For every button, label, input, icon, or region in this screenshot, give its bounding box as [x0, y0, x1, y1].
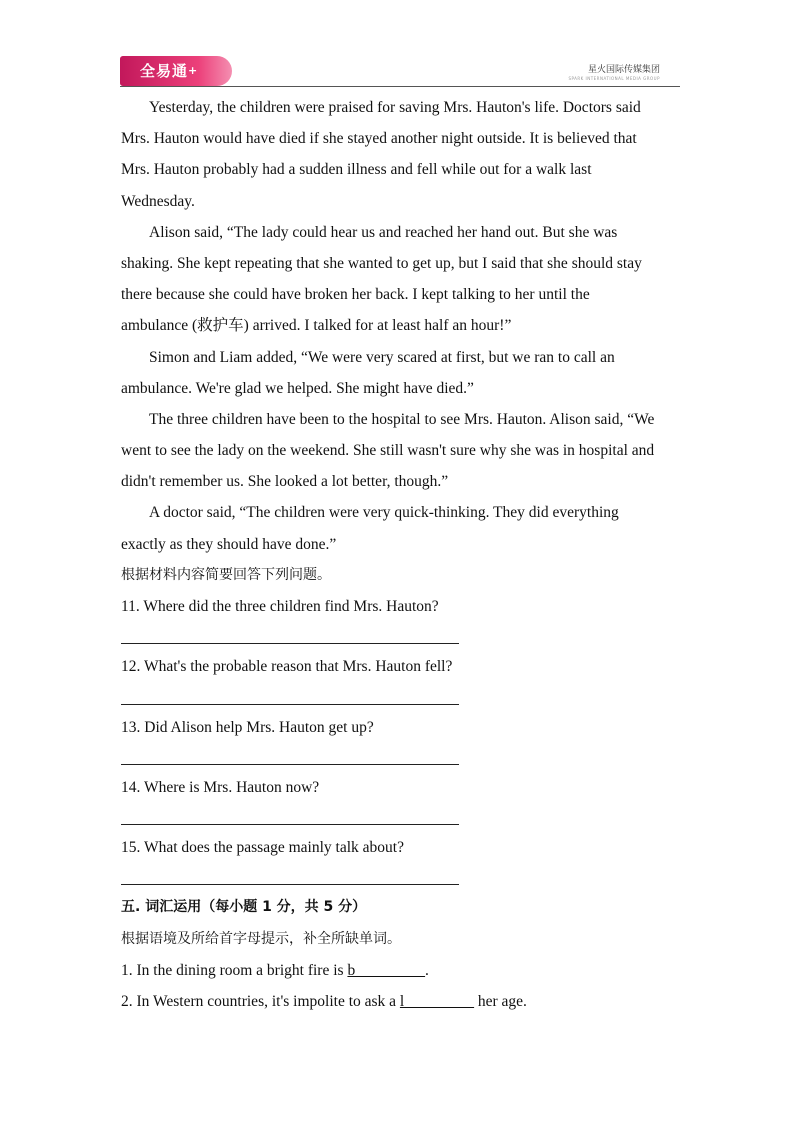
passage-line: ambulance (救护车) arrived. I talked for at least half an hour!” [121, 317, 512, 335]
page-header [120, 56, 680, 88]
header-divider [120, 86, 680, 87]
brand-title: 星火国际传媒集团 [587, 65, 660, 75]
question-text: 15. What does the passage mainly talk about? [121, 839, 404, 857]
document-body [121, 92, 681, 1017]
vocab-item-text: 2. In Western countries, it's impolite to ask a [121, 992, 400, 1010]
passage-line: Simon and Liam added, “We were very scared at first, but we ran to call an [149, 348, 615, 366]
passage-line: Alison said, “The lady could hear us and reached her hand out. But she was [149, 223, 618, 241]
logo [120, 56, 232, 86]
vocab-item [121, 986, 681, 1017]
passage-line: shaking. She kept repeating that she wanted to get up, but I said that she should stay [121, 254, 642, 272]
question-text: 13. Did Alison help Mrs. Hauton get up? [121, 718, 374, 736]
logo-text: 全易通 [140, 62, 189, 80]
section-instruction: 根据语境及所给首字母提示，补全所缺单词。 [121, 930, 401, 947]
section-title: 五. 词汇运用（每小题 1 分，共 5 分） [121, 899, 367, 916]
passage-line: exactly as they should have done.” [121, 535, 337, 553]
brand-subtitle: SPARK INTERNATIONAL MEDIA GROUP [568, 76, 660, 81]
passage-line: Mrs. Hauton probably had a sudden illness and fell while out for a walk last [121, 161, 592, 179]
passage-line: The three children have been to the hospital to see Mrs. Hauton. Alison said, “We [149, 410, 655, 428]
vocab-item [121, 955, 681, 986]
answer-line[interactable] [121, 863, 681, 892]
passage-line: ambulance. We're glad we helped. She might have died.” [121, 379, 474, 397]
question-text: 11. Where did the three children find Mrs. Hauton? [121, 598, 439, 615]
passage-line: Mrs. Hauton would have died if she stayed another night outside. It is believed that [121, 130, 637, 148]
fill-blank[interactable]: l_________ [399, 992, 474, 1010]
passage-line: didn't remember us. She looked a lot better, though.” [121, 473, 449, 491]
passage-line: went to see the lady on the weekend. She still wasn't sure why she was in hospital and [121, 442, 655, 460]
question-text: 12. What's the probable reason that Mrs. Hauton fell? [121, 658, 453, 676]
passage-line: Yesterday, the children were praised for saving Mrs. Hauton's life. Doctors said [149, 99, 641, 116]
answer-line[interactable] [121, 803, 681, 832]
passage-line: A doctor said, “The children were very quick-thinking. They did everything [149, 504, 619, 522]
fill-blank[interactable]: b_________ [347, 961, 425, 979]
question-text: 14. Where is Mrs. Hauton now? [121, 778, 320, 796]
passage-line: there because she could have broken her back. I kept talking to her until the [121, 286, 590, 304]
reading-passage [121, 92, 681, 560]
logo-plus: + [188, 64, 199, 77]
question-list [121, 591, 681, 892]
brand-name [568, 62, 660, 81]
vocab-item-text: her age. [473, 992, 527, 1010]
questions-instruction: 根据材料内容简要回答下列问题。 [121, 566, 331, 583]
vocabulary-section [121, 892, 681, 1017]
answer-line[interactable] [121, 622, 681, 651]
vocab-item-text: 1. In the dining room a bright fire is [121, 961, 348, 979]
vocab-item-text: . [424, 961, 429, 979]
passage-line: Wednesday. [121, 192, 195, 210]
answer-line[interactable] [121, 743, 681, 772]
answer-line[interactable] [121, 682, 681, 711]
